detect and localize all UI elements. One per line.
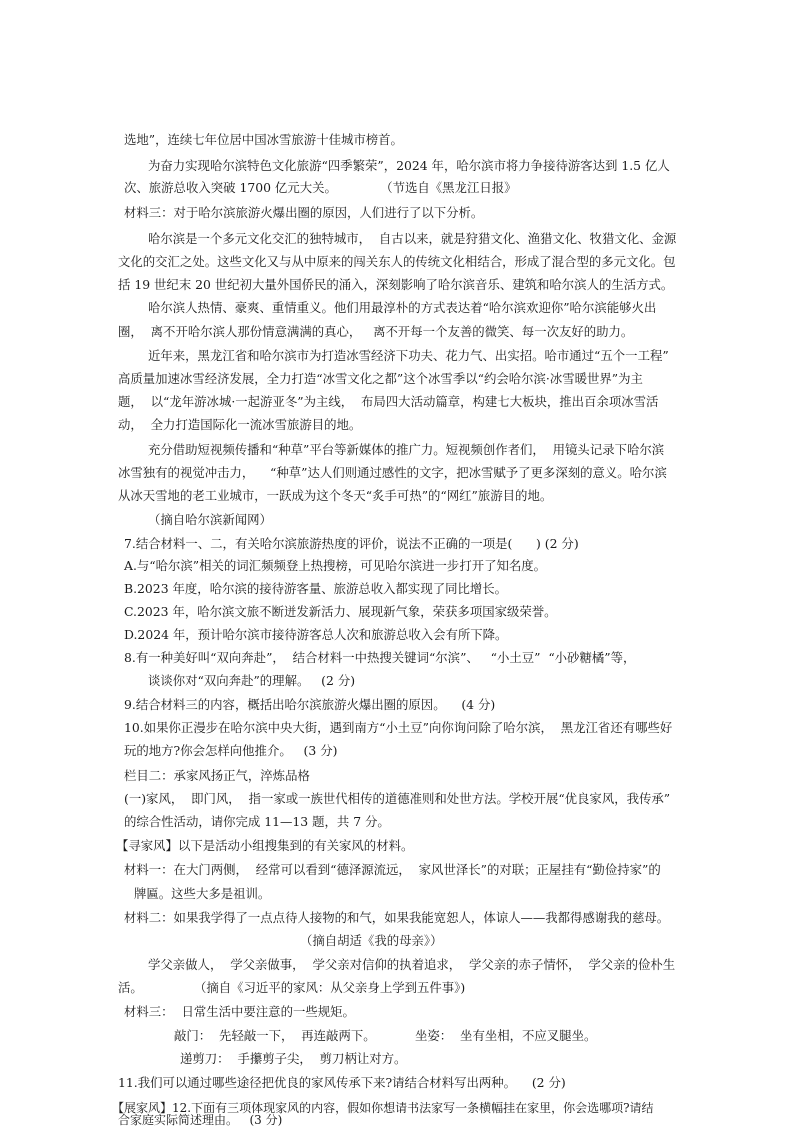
source-note: （摘自胡适《我的母亲》）: [300, 933, 443, 948]
text-line: 为奋力实现哈尔滨特色文化旅游“四季繁荣”，2024 年，哈尔滨市将力争接待游客达到 1.5 亿人: [148, 158, 670, 173]
text-line: 敲门： 先轻敲一下， 再连敲两下。 坐姿： 坐有坐相，不应叉腿坐。: [174, 1028, 597, 1043]
text-line: 的综合性活动，请你完成 11—13 题，共 7 分。: [124, 814, 390, 829]
text-line: 合家庭实际简述理由。 (3 分): [118, 1113, 283, 1127]
text-line: 材料三：对于哈尔滨旅游火爆出圈的原因，人们进行了以下分析。: [124, 205, 484, 220]
text-line: 从冰天雪地的老工业城市，一跃成为这个冬天“炙手可热”的“网红”旅游目的地。: [118, 488, 553, 503]
text-line: 牌匾。这些大多是祖训。: [134, 886, 271, 901]
question-11: 11.我们可以通过哪些途径把优良的家风传承下来?请结合材料写出两种。 (2 分): [118, 1075, 566, 1090]
text-line: 选地”，连续七年位居中国冰雪旅游十佳城市榜首。: [124, 132, 403, 147]
text-line: 题， 以“龙年游冰城·一起游亚冬”为主线， 布局四大活动篇章，构建七大板块，推出百余项冰雪活: [118, 394, 659, 409]
text-line: 高质量加速冰雪经济发展，全力打造“冰雪文化之都”这个冰雪季以“约会哈尔滨·冰雪暖世界”为主: [118, 371, 643, 386]
text-line: 充分借助短视频传播和“种草”平台等新媒体的推广力。短视频创作者们， 用镜头记录下哈尔滨: [148, 442, 665, 457]
text-line: (一)家风， 即门风， 指一家或一族世代相传的道德准则和处世方法。学校开展“优良家风，我传承”: [124, 791, 671, 806]
text-line: 哈尔滨是一个多元文化交汇的独特城市， 自古以来，就是狩猎文化、渔猎文化、牧猎文化、金源: [148, 231, 677, 246]
option-c: C.2023 年，哈尔滨文旅不断迸发新活力、展现新气象，荣获多项国家级荣誉。: [124, 604, 557, 619]
question-9: 9.结合材料三的内容，概括出哈尔滨旅游火爆出圈的原因。 (4 分): [124, 697, 496, 712]
source-note: （摘自哈尔滨新闻网）: [148, 512, 272, 527]
text-line: 【寻家风】以下是活动小组搜集到的有关家风的材料。: [116, 838, 414, 853]
text-line: 谈谈你对“双向奔赴”的理解。 (2 分): [148, 673, 356, 688]
option-b: B.2023 年度，哈尔滨的接待游客量、旅游总收入都实现了同比增长。: [124, 581, 508, 596]
text-line: 冰雪独有的视觉冲击力， “种草”达人们则通过感性的文字，把冰雪赋予了更多深刻的意义。哈尔滨: [118, 465, 667, 480]
question-12: 【展家风】12.下面有三项体现家风的内容，假如你想请书法家写一条横幅挂在家里，你会选哪项?请结: [112, 1101, 654, 1115]
text-line: 次、旅游总收入突破 1700 亿元大关。 （节选自《黑龙江日报》: [124, 180, 517, 195]
text-line: 哈尔滨人热情、豪爽、重情重义。他们用最淳朴的方式表达着“哈尔滨欢迎你”哈尔滨能够火出: [148, 300, 657, 315]
text-line: 近年来，黑龙江省和哈尔滨市为打造冰雪经济下功夫、花力气、出实招。哈市通过“五个一工程”: [148, 348, 669, 363]
text-line: 学父亲做人， 学父亲做事， 学父亲对信仰的执着追求， 学父亲的赤子情怀， 学父亲的俭朴生: [148, 957, 676, 972]
text-line: 材料三： 日常生活中要注意的一些规矩。: [124, 1004, 355, 1019]
text-line: 材料二：如果我学得了一点点待人接物的和气，如果我能宽恕人，体谅人——我都得感谢我的慈母。: [124, 910, 670, 925]
option-a: A.与“哈尔滨”相关的词汇频频登上热搜榜，可见哈尔滨进一步打开了知名度。: [124, 558, 547, 573]
text-line: 圈， 离不开哈尔滨人那份情意满满的真心， 离不开每一个友善的微笑、每一次友好的助力。: [118, 324, 634, 339]
text-line: 括 19 世纪末 20 世纪初大量外国侨民的涌入，深刻影响了哈尔滨音乐、建筑和哈尔滨人的生活方式。: [118, 277, 674, 292]
text-line: 动， 全力打造国际化一流冰雪旅游目的地。: [118, 417, 362, 432]
text-line: 递剪刀： 手攥剪子尖， 剪刀柄让对方。: [180, 1051, 407, 1066]
text-line: 文化的交汇之处。这些文化又与从中原来的闯关东人的传统文化相结合，形成了混合型的多元文化。包: [118, 254, 676, 269]
option-d: D.2024 年，预计哈尔滨市接待游客总人次和旅游总收入会有所下降。: [124, 627, 508, 642]
text-line: 材料一：在大门两侧， 经常可以看到“德泽源流远， 家风世泽长”的对联；正屋挂有“勤俭持家”的: [124, 862, 661, 877]
text-line: 玩的地方?你会怎样向他推介。 (3 分): [124, 743, 338, 758]
question-7: 7.结合材料一、二，有关哈尔滨旅游热度的评价，说法不正确的一项是( ) (2 分): [124, 536, 579, 551]
question-8: 8.有一种美好叫“双向奔赴”， 结合材料一中热搜关键词“尔滨”、 “小土豆” “小砂糖橘”等，: [124, 650, 636, 665]
section-heading: 栏目二：承家风扬正气，淬炼品格: [124, 768, 310, 783]
question-10: 10.如果你正漫步在哈尔滨中央大街，遇到南方“小土豆”向你询问除了哈尔滨， 黑龙江省还有哪些好: [124, 720, 673, 735]
text-line: 活。 （摘自《习近平的家风：从父亲身上学到五件事》): [118, 980, 466, 995]
